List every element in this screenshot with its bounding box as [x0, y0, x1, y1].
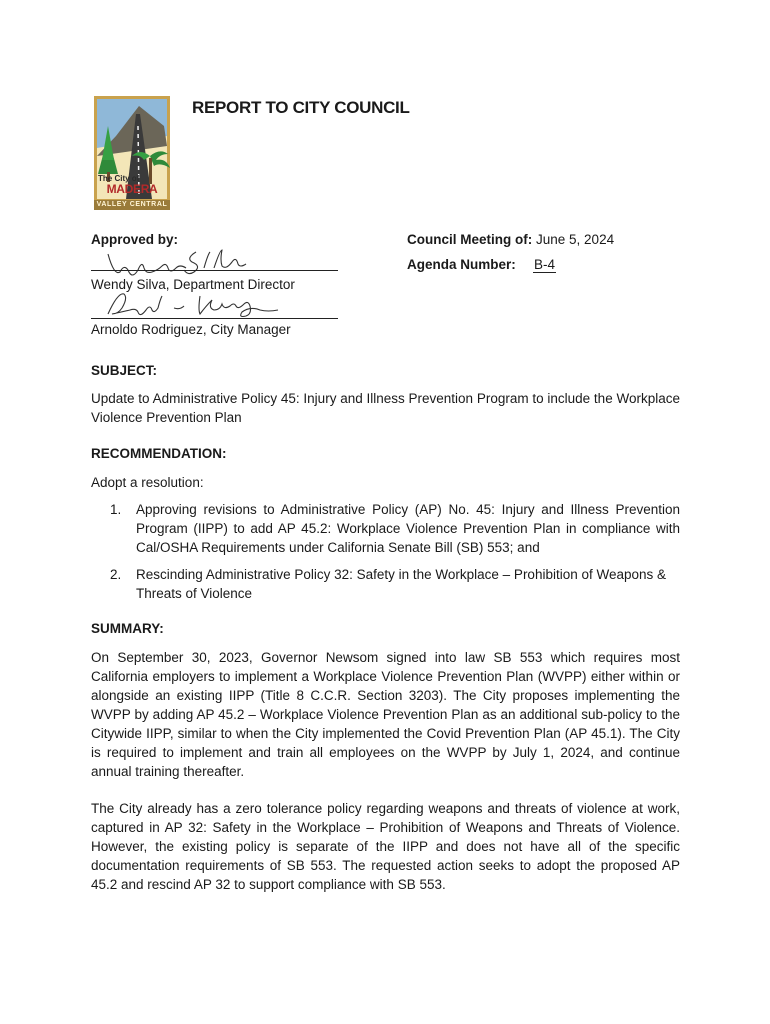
report-title: REPORT TO CITY COUNCIL	[192, 98, 410, 117]
agenda-number-value: B-4	[534, 257, 556, 272]
list-item	[110, 500, 680, 557]
logo-small-text: The City of	[98, 174, 140, 183]
list-item-number: 2.	[110, 567, 122, 582]
agenda-number-label: Agenda Number:	[407, 257, 516, 272]
signatory-2: Arnoldo Rodriguez, City Manager	[91, 322, 291, 337]
director-signature	[104, 246, 264, 276]
recommendation-intro: Adopt a resolution:	[91, 475, 204, 490]
subject-text: Update to Administrative Policy 45: Injury and Illness Prevention Program to include the Workplace Violence Prevention Plan	[91, 391, 680, 425]
signature-line-2	[91, 318, 338, 319]
summary-paragraph-1: On September 30, 2023, Governor Newsom signed into law SB 553 which requires most California employers to implement a Workplace Violence Prevention Plan (WVPP) either within or alongside an existing IIPP (Title 8 C.C.R. Section 3203). The City proposes implementing the WVPP by adding AP 45.2 – Workplace Violence Prevention Plan as an additional sub-policy to the Citywide IIPP, similar to when the City implemented the Covid Prevention Plan (AP 45.1). The City is required to implement and train all employees on the WVPP by July 1, 2024, and continue annual training thereafter.	[91, 650, 680, 779]
list-item-text: Approving revisions to Administrative Policy (AP) No. 45: Injury and Illness Prevention Program (IIPP) to add AP 45.2: Workplace Violence Prevention Plan in compliance with Cal/OSHA Requirements under California Senate Bill (SB) 553; and	[136, 502, 680, 555]
approved-by-label: Approved by:	[91, 232, 179, 247]
list-item-number: 1.	[110, 502, 122, 517]
signatory-1: Wendy Silva, Department Director	[91, 277, 295, 292]
logo-band-text: VALLEY CENTRAL	[94, 200, 170, 210]
recommendation-heading: RECOMMENDATION:	[91, 446, 227, 461]
city-manager-signature	[104, 288, 300, 320]
list-item	[110, 565, 680, 603]
summary-paragraph-2: The City already has a zero tolerance policy regarding weapons and threats of violence at work, captured in AP 32: Safety in the Workplace – Prohibition of Weapons and Threats of Violence. However, the existing policy is separate of the IIPP and does not have all of the specific documentation requirements of SB 553. The requested action seeks to adopt the proposed AP 45.2 and rescind AP 32 to support compliance with SB 553.	[91, 801, 680, 892]
council-meeting-label: Council Meeting of:	[407, 232, 533, 247]
city-of-madera-logo	[94, 96, 170, 210]
subject-heading: SUBJECT:	[91, 363, 158, 378]
council-meeting-row	[407, 232, 614, 247]
list-item-text: Rescinding Administrative Policy 32: Safety in the Workplace – Prohibition of Weapons & Threats of Violence	[136, 567, 667, 601]
council-meeting-date: June 5, 2024	[536, 232, 615, 247]
logo-city-name: MADERA	[106, 182, 158, 196]
signature-line-1	[91, 270, 338, 271]
summary-heading: SUMMARY:	[91, 621, 164, 636]
